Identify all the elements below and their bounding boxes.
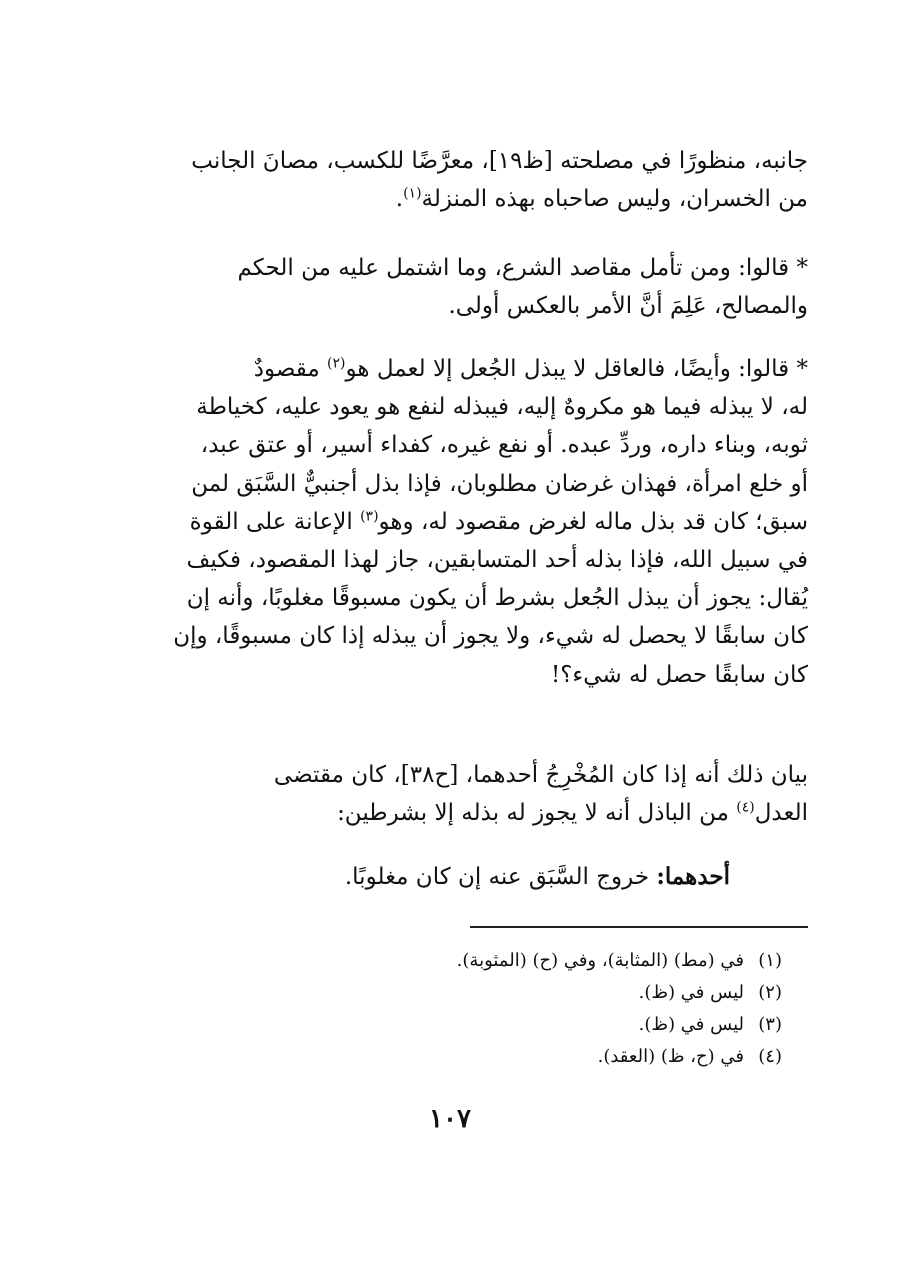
text-line: * قالوا: وأيضًا، فالعاقل لا يبذل الجُعل إلا لعمل هو$^{(٢)}$ مقصودٌ bbox=[253, 355, 808, 382]
text-line: له، لا يبذله فيما هو مكروهٌ إليه، فيبذله لنفع هو يعود عليه، كخياطة bbox=[196, 394, 808, 421]
footnote-separator bbox=[470, 926, 808, 928]
text-line: العدل$^{(٤)}$ من الباذل أنه لا يجوز له بذله إلا بشرطين: bbox=[337, 799, 808, 827]
footnote-reference-1: (١) bbox=[403, 185, 422, 202]
text-line: جانبه، منظورًا في مصلحته [ظ١٩]، معرَّضًا للكسب، مصانَ الجانب bbox=[191, 148, 808, 174]
footnote-reference-4: (٤) bbox=[736, 799, 755, 816]
text-line: * قالوا: ومن تأمل مقاصد الشرع، وما اشتمل عليه من الحكم bbox=[237, 255, 808, 281]
footnote-number: (١) bbox=[758, 950, 782, 971]
footnote-reference-2: (٢) bbox=[327, 355, 346, 372]
paragraph-label: أحدهما: bbox=[656, 863, 730, 890]
footnote-reference-3: (٣) bbox=[360, 508, 379, 525]
text-line: سبق؛ كان قد بذل ماله لغرض مقصود له، وهو$^{(٣)}$ الإعانة على القوة bbox=[189, 508, 808, 535]
footnotes bbox=[130, 945, 782, 1073]
paragraph-1 bbox=[130, 142, 808, 218]
text-line: يُقال: يجوز أن يبذل الجُعل بشرط أن يكون مسبوقًا مغلوبًا، وأنه إن bbox=[186, 585, 808, 612]
footnote-text: في (ح، ظ) (العقد). bbox=[597, 1046, 744, 1067]
text-line: في سبيل الله، فإذا بذله أحد المتسابقين، جاز لهذا المقصود، فكيف bbox=[186, 547, 808, 574]
paragraph-3 bbox=[130, 350, 808, 694]
footnote-text: في (مط) (المثابة)، وفي (ح) (المثوبة). bbox=[456, 950, 744, 971]
footnote-text: ليس في (ظ). bbox=[638, 1014, 744, 1035]
text-line: أحدهما: خروج السَّبَق عنه إن كان مغلوبًا. bbox=[344, 863, 730, 890]
footnote-number: (٣) bbox=[758, 1014, 782, 1035]
footnote-number: (٤) bbox=[758, 1046, 782, 1067]
footnote-text: ليس في (ظ). bbox=[638, 982, 744, 1003]
footnote-1 bbox=[130, 945, 782, 977]
paragraph-5 bbox=[130, 858, 730, 896]
footnote-4 bbox=[130, 1041, 782, 1073]
text-line: كان سابقًا لا يحصل له شيء، ولا يجوز أن يبذله إذا كان مسبوقًا، وإن bbox=[173, 623, 808, 650]
text-line: من الخسران، وليس صاحباه بهذه المنزلة$^{(١)}$. bbox=[395, 185, 808, 213]
text-line: والمصالح، عَلِمَ أنَّ الأمر بالعكس أولى. bbox=[448, 293, 808, 320]
footnote-3 bbox=[130, 1009, 782, 1041]
text-line: ثوبه، وبناء داره، وردِّ عبده. أو نفع غيره، كفداء أسير، أو عتق عبد، bbox=[200, 432, 808, 459]
text-line: كان سابقًا حصل له شيء؟! bbox=[550, 661, 808, 688]
paragraph-4 bbox=[130, 756, 808, 832]
paragraph-2 bbox=[130, 249, 808, 325]
text-line: أو خلع امرأة، فهذان غرضان مطلوبان، فإذا بذل أجنبيٌّ السَّبَق لمن bbox=[191, 470, 808, 497]
page-number: ١٠٧ bbox=[429, 1104, 471, 1134]
footnote-number: (٢) bbox=[758, 982, 782, 1003]
footnote-2 bbox=[130, 977, 782, 1009]
text-line: بيان ذلك أنه إذا كان المُخْرِجُ أحدهما، [ح٣٨]، كان مقتضى bbox=[273, 762, 808, 788]
